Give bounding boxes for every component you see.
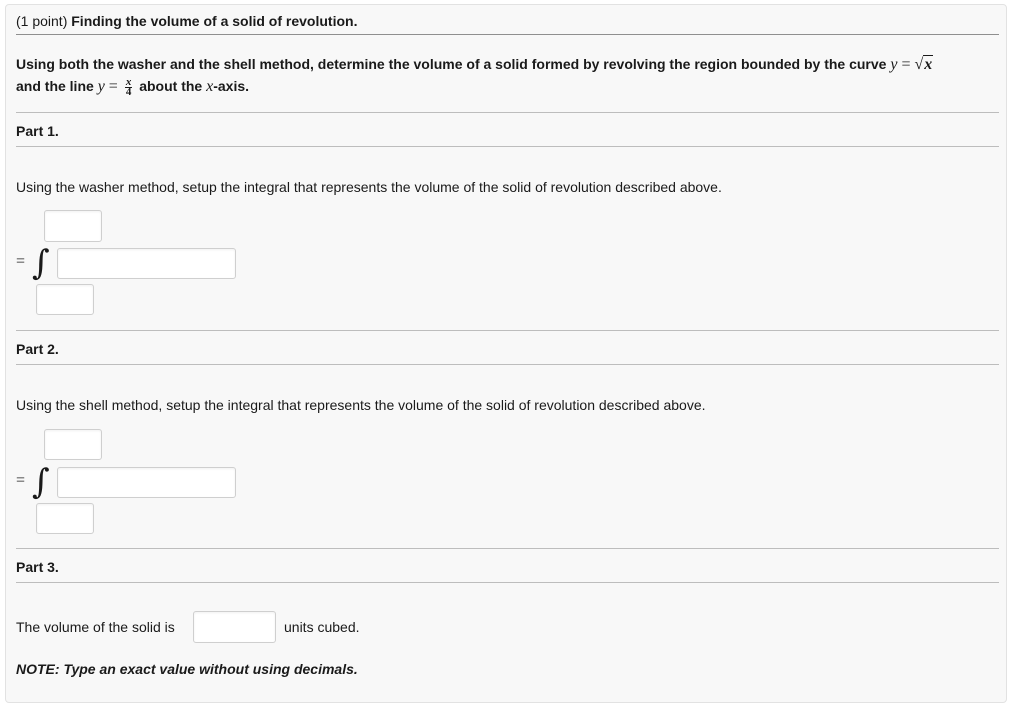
part2-prompt: Using the shell method, setup the integral that represents the volume of the solid of revolution described above. [16, 397, 706, 413]
volume-prefix: The volume of the solid is [16, 619, 175, 635]
line-lhs: y [97, 78, 105, 95]
part2-integrand-input[interactable] [57, 467, 236, 498]
problem-title: Finding the volume of a solid of revolution. [71, 13, 358, 29]
problem-statement-line2 [16, 77, 249, 97]
part1-top-divider [16, 112, 999, 113]
volume-suffix: units cubed. [284, 619, 360, 635]
part2-bottom-divider [16, 364, 999, 365]
part1-heading: Part 1. [16, 123, 59, 139]
part2-integral-sign: ∫ [32, 462, 50, 502]
curve-equals: = [897, 56, 915, 73]
problem-statement-line1 [16, 55, 933, 74]
curve-lhs: y [890, 56, 898, 73]
fraction [125, 75, 133, 98]
axis-variable: x [206, 78, 214, 95]
part1-lower-limit-input[interactable] [36, 284, 94, 315]
part2-heading: Part 2. [16, 341, 59, 357]
fraction-denominator: 4 [125, 85, 132, 98]
part2-top-divider [16, 330, 999, 331]
statement-text-2: and the line [16, 78, 94, 94]
part3-heading: Part 3. [16, 559, 59, 575]
part3-bottom-divider [16, 582, 999, 583]
part2-equals: = [16, 472, 26, 489]
part2-lower-limit-input[interactable] [36, 503, 94, 534]
part2-upper-limit-input[interactable] [44, 429, 102, 460]
points-label: (1 point) [16, 13, 68, 29]
part1-integral-sign: ∫ [32, 243, 50, 283]
note-text: NOTE: Type an exact value without using decimals. [16, 661, 358, 677]
sqrt-expression [915, 56, 934, 74]
part1-bottom-divider [16, 146, 999, 147]
part1-equals: = [16, 253, 26, 270]
line-equals: = [104, 78, 122, 95]
problem-card [5, 4, 1007, 703]
header-divider [16, 34, 999, 35]
radicand: x [924, 56, 933, 73]
part3-top-divider [16, 548, 999, 549]
statement-text-3: about the [139, 78, 203, 94]
statement-text-1: Using both the washer and the shell method, determine the volume of a solid formed by revolving the region bounded by the curve [16, 56, 887, 72]
part1-integrand-input[interactable] [57, 248, 236, 279]
problem-header [16, 12, 357, 30]
volume-answer-input[interactable] [193, 611, 276, 643]
part1-upper-limit-input[interactable] [44, 210, 102, 242]
radical-sign: √ [914, 56, 924, 73]
axis-suffix: -axis. [213, 78, 250, 94]
part1-prompt: Using the washer method, setup the integral that represents the volume of the solid of revolution described above. [16, 179, 722, 195]
fraction-numerator: x [125, 75, 132, 88]
